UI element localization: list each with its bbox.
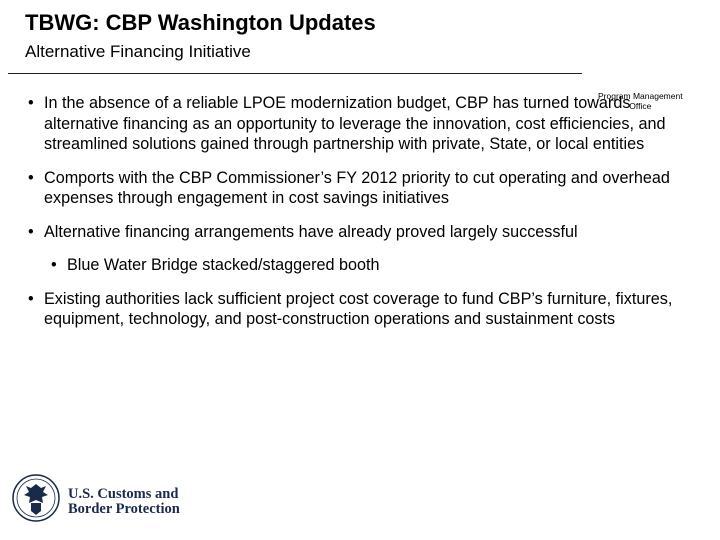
- bullet-text: Alternative financing arrangements have already proved largely successful: [44, 222, 578, 241]
- org-name: [68, 487, 180, 517]
- bullet-text: Existing authorities lack sufficient project cost coverage to fund CBP’s furniture, fixtures, equipment, technology, and post-construction operations and sustainment costs: [44, 289, 673, 328]
- bullet-item: [28, 289, 688, 330]
- program-office-line2: Office: [629, 101, 652, 111]
- bullet-icon: •: [51, 256, 57, 274]
- sub-bullet-text: Blue Water Bridge stacked/staggered booth: [67, 256, 380, 274]
- bullet-text: In the absence of a reliable LPOE modernization budget, CBP has turned towards alternative financing as an opportunity to leverage the innovation, cost efficiencies, and streamlined solutions gained through partnership with private, State, or local entities: [44, 94, 666, 153]
- slide-subtitle: Alternative Financing Initiative: [25, 42, 251, 61]
- bullet-icon: •: [28, 222, 34, 241]
- header-divider: [8, 73, 582, 74]
- bullet-item: [28, 168, 688, 209]
- bullet-icon: •: [28, 289, 34, 308]
- bullet-item: [28, 222, 688, 243]
- bullet-icon: •: [28, 168, 34, 187]
- slide-title: TBWG: CBP Washington Updates: [25, 10, 376, 35]
- bullet-list: [28, 93, 688, 343]
- dhs-seal-icon: [12, 470, 60, 526]
- bullet-text: Comports with the CBP Commissioner’s FY 2012 priority to cut operating and overhead expenses through engagement in cost savings initiatives: [44, 168, 670, 207]
- bullet-icon: •: [28, 94, 34, 112]
- org-name-line2: Border Protection: [68, 501, 180, 517]
- sub-bullet-item: [51, 255, 688, 276]
- program-office-line1: Program Management: [598, 91, 683, 101]
- bullet-item: [28, 93, 688, 155]
- org-name-line1: U.S. Customs and: [68, 486, 179, 502]
